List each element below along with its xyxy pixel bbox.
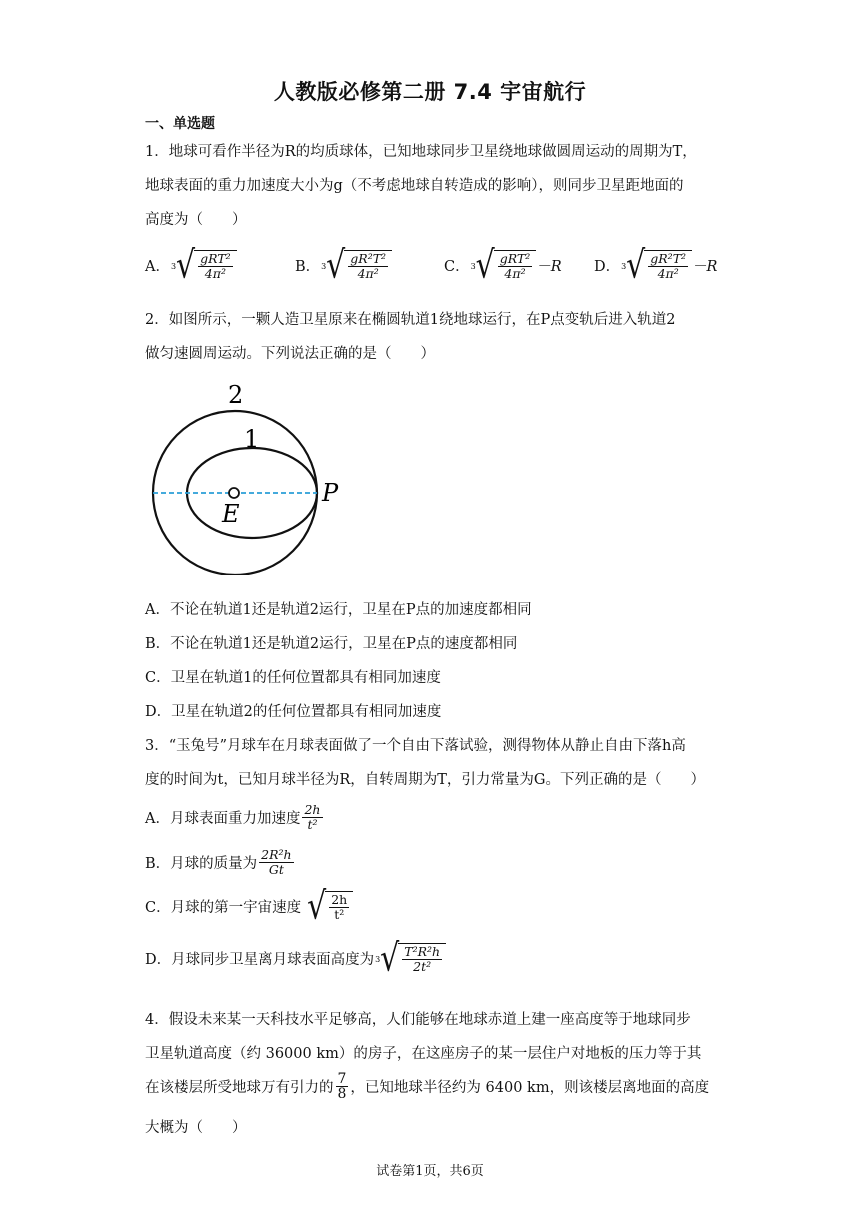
q1-option-b[interactable]: B． 3 √ $\frac{\text{gR²T²}}{\text{4π²}}$ <box>295 250 392 281</box>
square-root: √ $\frac{2h}{\text{t²}}$ <box>307 891 353 922</box>
q2-line-2: 做匀速圆周运动。下列说法正确的是（ ） <box>145 346 435 362</box>
q3-line-2: 度的时间为t，已知月球半径为R，自转周期为T，引力常量为G。下列正确的是（ ） <box>145 772 705 788</box>
q3-option-a[interactable]: A．月球表面重力加速度 $\frac{2h}{\text{t²}}$ <box>145 802 321 832</box>
q3-option-d[interactable]: D．月球同步卫星离月球表面高度为 3 √ $\frac{\text{T²R²h}}{\text{2t²}}$ <box>145 943 446 974</box>
q1-line-1: 1．地球可看作半径为R的均质球体，已知地球同步卫星绕地球做圆周运动的周期为T， <box>145 144 697 160</box>
q1-option-a[interactable]: A． 3 √ $\frac{\text{gRT²}}{\text{4π²}}$ <box>145 250 237 281</box>
point-p-label: P <box>322 479 339 507</box>
q2-line-1: 2．如图所示，一颗人造卫星原来在椭圆轨道1绕地球运行，在P点变轨后进入轨道2 <box>145 312 676 328</box>
orbit-1-label: 1 <box>244 425 260 453</box>
q4-line-3: 在该楼层所受地球万有引力的 $\frac{7}{8}$ ，已知地球半径约为 6400 km，则该楼层离地面的高度 <box>145 1071 710 1102</box>
q1-option-d[interactable]: D． 3 √ $\frac{\text{gR²T²}}{\text{4π²}}$ －R <box>594 243 718 287</box>
orbit-2-label: 2 <box>228 381 244 409</box>
q1-line-3: 高度为（ ） <box>145 212 247 228</box>
q2-option-a[interactable]: A．不论在轨道1还是轨道2运行，卫星在P点的加速度都相同 <box>145 602 532 618</box>
cube-root: 3 √ $\frac{\text{gRT²}}{\text{4π²}}$ <box>176 250 237 281</box>
q2-option-b[interactable]: B．不论在轨道1还是轨道2运行，卫星在P点的速度都相同 <box>145 636 518 652</box>
q1-line-2: 地球表面的重力加速度大小为g（不考虑地球自转造成的影响），则同步卫星距地面的 <box>145 178 684 194</box>
q4-line-2: 卫星轨道高度（约 36000 km）的房子，在这座房子的某一层住户对地板的压力等于其 <box>145 1046 702 1062</box>
q3-line-1: 3．“玉兔号”月球车在月球表面做了一个自由下落试验，测得物体从静止自由下落h高 <box>145 738 686 754</box>
page-footer: 试卷第1页，共6页 <box>376 1164 484 1179</box>
q1-option-c[interactable]: C． 3 √ $\frac{\text{gRT²}}{\text{4π²}}$ －R <box>444 243 562 287</box>
q4-line-1: 4．假设未来某一天科技水平足够高，人们能够在地球赤道上建一座高度等于地球同步 <box>145 1012 691 1028</box>
fraction: $\frac{7}{8}$ <box>337 1071 347 1102</box>
orbit-diagram <box>140 375 350 575</box>
fraction: $\frac{2h}{\text{t²}}$ <box>304 802 321 832</box>
q4-line-4: 大概为（ ） <box>145 1120 247 1136</box>
cube-root: 3 √ $\frac{\text{gRT²}}{\text{4π²}}$ <box>476 250 537 281</box>
q3-option-b[interactable]: B．月球的质量为 $\frac{\text{2R²h}}{Gt}$ <box>145 847 292 877</box>
section-heading: 一、单选题 <box>145 116 215 132</box>
earth-label: E <box>222 500 240 528</box>
fraction: $\frac{\text{2R²h}}{Gt}$ <box>261 847 292 877</box>
page-title: 人教版必修第二册 7.4 宇宙航行 <box>273 80 587 104</box>
cube-root: 3 √ $\frac{\text{T²R²h}}{\text{2t²}}$ <box>380 943 446 974</box>
cube-root: 3 √ $\frac{\text{gR²T²}}{\text{4π²}}$ <box>326 250 392 281</box>
q2-option-c[interactable]: C．卫星在轨道1的任何位置都具有相同加速度 <box>145 670 441 686</box>
q3-option-c[interactable]: C．月球的第一宇宙速度 √ $\frac{2h}{\text{t²}}$ <box>145 891 353 922</box>
cube-root: 3 √ $\frac{\text{gR²T²}}{\text{4π²}}$ <box>626 250 692 281</box>
q2-option-d[interactable]: D．卫星在轨道2的任何位置都具有相同加速度 <box>145 704 442 720</box>
earth-marker <box>229 488 239 498</box>
